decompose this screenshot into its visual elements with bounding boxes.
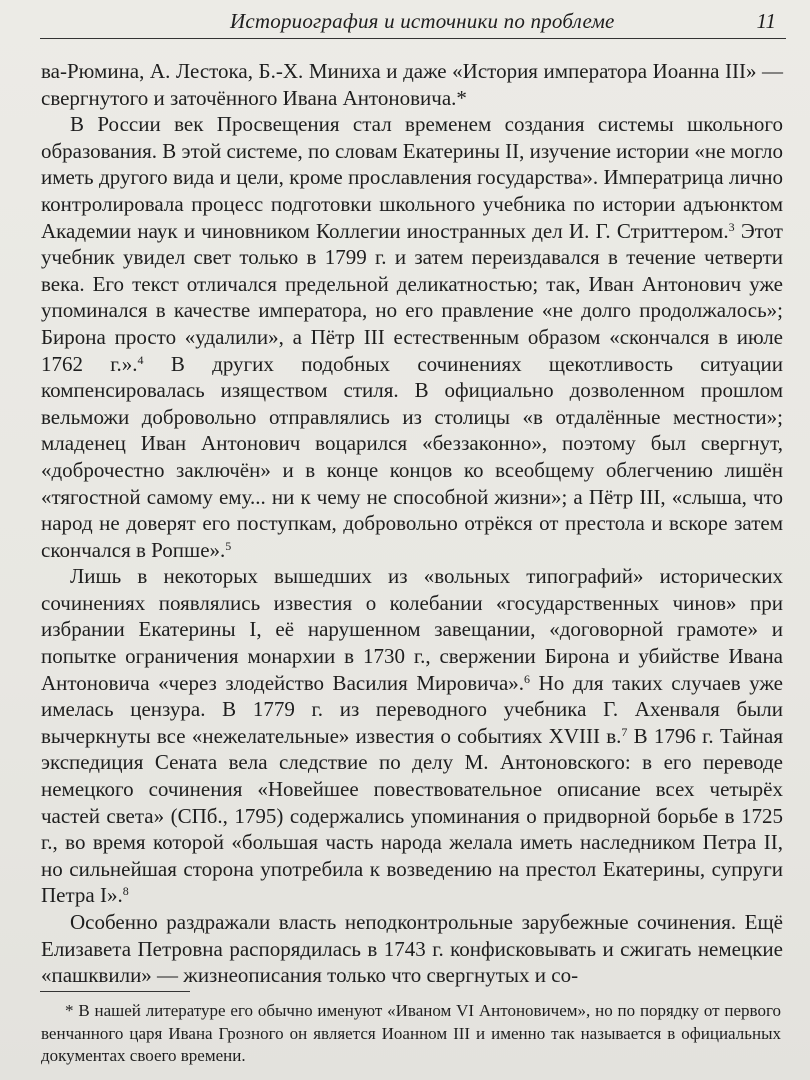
paragraph-text: Особенно раздражали власть неподконтрольные зарубежные сочинения. Ещё Елизавета Петровна распорядилась в 1743 г. конфисковывать и сжигать немецкие «пашквили» — жизнеописания только что свергнутых и со-	[41, 910, 783, 988]
paragraph-text: ва-Рюмина, А. Лестока, Б.-Х. Миниха и даже «История императора Иоанна III» — свергнутого и заточённого Ивана Антоновича.*	[41, 59, 783, 110]
paragraph	[41, 909, 783, 989]
page-number: 11	[756, 9, 776, 33]
paragraph	[41, 563, 783, 909]
footnote-reference: 8	[122, 884, 129, 899]
footnote-rule	[40, 991, 190, 992]
paragraph-text: Этот учебник увидел свет только в 1799 г. и затем переиздавался в течение четверти века. Его текст отличался предельной деликатностью; так, Иван Антонович уже упоминался в качестве императора, но его правление «не долго продолжалось»; Бирона просто «удалили», а Пётр III естественным образом «скончался в июле 1762 г.».	[41, 218, 783, 376]
paragraph-text: Но для таких случаев уже имелась цензура. В 1779 г. из переводного учебника Г. Ахенваля были вычеркнуты все «нежелательные» известия о событиях XVIII в.	[41, 670, 783, 748]
running-head	[0, 0, 810, 40]
footnote	[41, 1000, 781, 1068]
header-rule	[40, 38, 786, 39]
paragraph-text: Лишь в некоторых вышедших из «вольных типографий» исторических сочинениях появлялись известия о колебании «государственных чинов» при избрании Екатерины I, её нарушенном завещании, «договорной грамоте» и попытке ограничения монархии в 1730 г., свержении Бирона и убийстве Ивана Антоновича «через злодейство Василия Мировича».	[41, 564, 783, 695]
footnote-reference: 7	[621, 724, 628, 739]
footnote-reference: 3	[728, 219, 735, 234]
running-title: Историография и источники по проблеме	[230, 9, 615, 33]
main-text	[41, 58, 783, 989]
footnote-reference: 6	[524, 671, 531, 686]
paragraph-text: В России век Просвещения стал временем создания системы школьного образования. В этой системе, по словам Екатерины II, изучение истории «не могло иметь другого вида и цели, кроме прославления государства». Императрица лично контролировала процесс подготовки школьного учебника по истории адъюнктом Академии наук и чиновником Коллегии иностранных дел И. Г. Стриттером.	[41, 112, 783, 243]
paragraph	[41, 111, 783, 563]
footnote-reference: 5	[225, 538, 232, 553]
footnote-reference: 4	[137, 352, 144, 367]
paragraph	[41, 58, 783, 111]
paragraph-text: В других подобных сочинениях щекотливость ситуации компенсировалась изяществом стиля. В официально дозволенном прошлом вельможи добровольно отправлялись из столицы «в отдалённые местности»; младенец Иван Антонович воцарился «беззаконно», поэтому был свергнут, «доброчестно заключён» и в конце концов ко всеобщему облегчению лишён «тягостной самому ему... ни к чему не способной жизни»; а Пётр III, «слыша, что народ не доверят его поступкам, добровольно отрёкся от престола и вскоре затем скончался в Ропше».	[41, 351, 784, 562]
footnote-text: * В нашей литературе его обычно именуют «Иваном VI Антоновичем», но по порядку от первого венчанного царя Ивана Грозного он является Иоанном III и именно так называется в официальных документах своего времени.	[41, 1001, 781, 1065]
paragraph-text: В 1796 г. Тайная экспедиция Сената вела следствие по делу М. Антоновского: в его переводе немецкого сочинения «Новейшее повествовательное описание всех четырёх частей света» (СПб., 1795) содержались упоминания о придворной борьбе в 1725 г., во время которой «большая часть народа желала иметь наследником Петра II, но сильнейшая сторона употребила к возведению на престол Екатерины, супруги Петра I».	[41, 723, 783, 908]
